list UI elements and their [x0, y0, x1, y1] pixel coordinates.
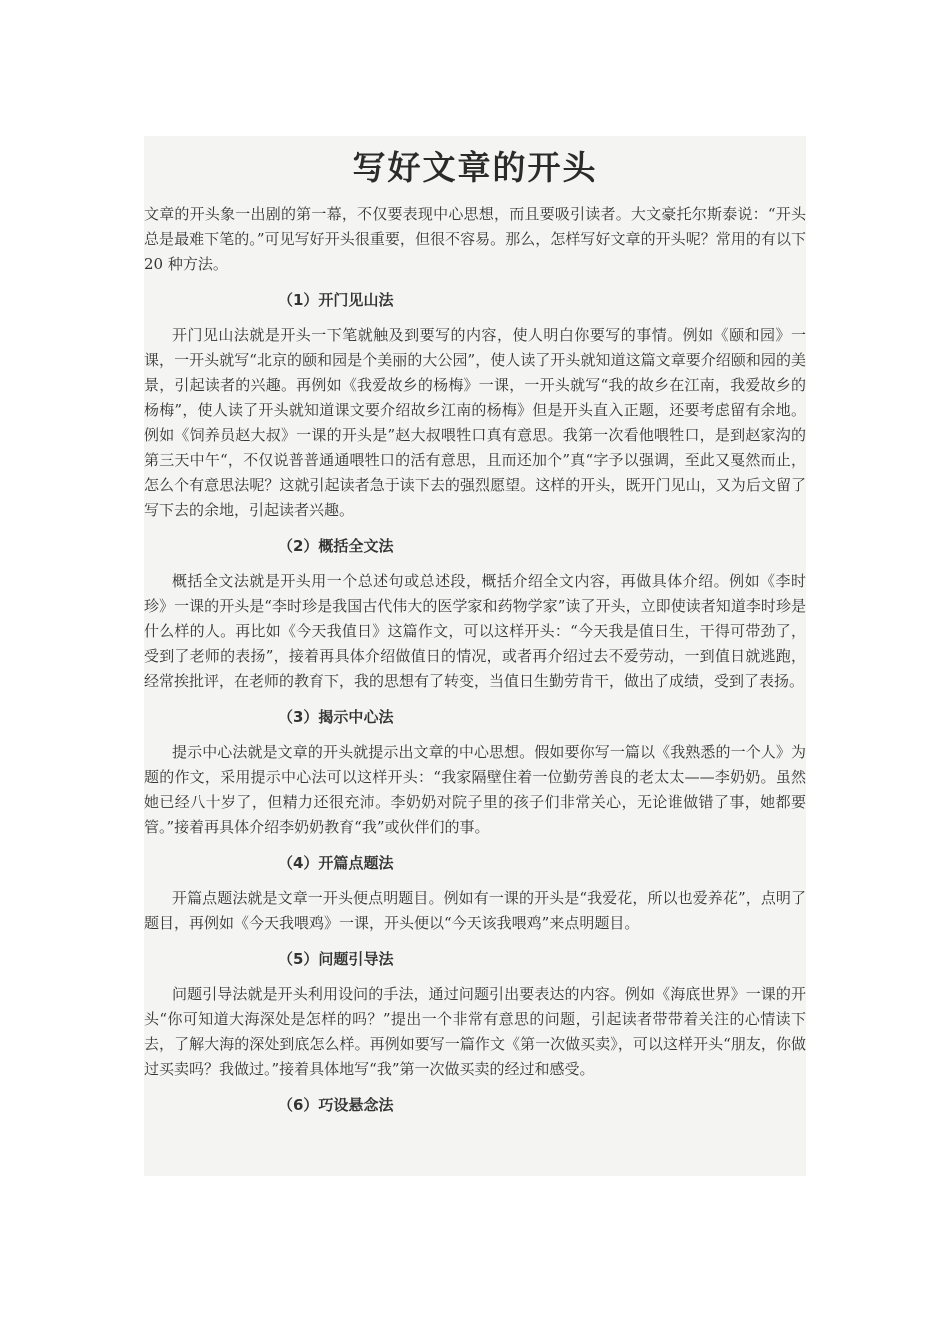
section-heading-5: （5）问题引导法 — [278, 950, 394, 968]
section-heading-6: （6）巧设悬念法 — [278, 1096, 394, 1114]
section-body-2: 概括全文法就是开头用一个总述句或总述段，概括介绍全文内容，再做具体介绍。例如《李时珍》一课的开头是“李时珍是我国古代伟大的医学家和药物学家”读了开头，立即使读者知道李时珍是什么样的人。再比如《今天我值日》这篇作文，可以这样开头：“今天我是值日生，干得可带劲了，受到了老师的表扬”，接着再具体介绍做值日的情况，或者再介绍过去不爱劳动，一到值日就逃跑，经常挨批评，在老师的教育下，我的思想有了转变，当值日生勤劳肯干，做出了成绩，受到了表扬。 — [144, 572, 806, 690]
section-body-3: 提示中心法就是文章的开头就提示出文章的中心思想。假如要你写一篇以《我熟悉的一个人》为题的作文，采用提示中心法可以这样开头：“我家隔壁住着一位勤劳善良的老太太——李奶奶。虽然她已经八十岁了，但精力还很充沛。李奶奶对院子里的孩子们非常关心，无论谁做错了事，她都要管。”接着再具体介绍李奶奶教育“我”或伙伴们的事。 — [144, 743, 806, 836]
document-page — [144, 136, 806, 1176]
section-body-4: 开篇点题法就是文章一开头便点明题目。例如有一课的开头是“我爱花，所以也爱养花”，点明了题目，再例如《今天我喂鸡》一课，开头便以“今天该我喂鸡”来点明题目。 — [144, 889, 806, 932]
section-heading-3: （3）揭示中心法 — [278, 708, 394, 726]
section-heading-2: （2）概括全文法 — [278, 537, 394, 555]
document-title: 写好文章的开头 — [352, 148, 598, 187]
section-heading-1: （1）开门见山法 — [278, 291, 394, 309]
intro-paragraph: 文章的开头象一出剧的第一幕，不仅要表现中心思想，而且要吸引读者。大文豪托尔斯泰说：“开头总是最难下笔的。”可见写好开头很重要，但很不容易。那么，怎样写好文章的开头呢？常用的有以下 20 种方法。 — [144, 205, 806, 273]
section-body-1: 开门见山法就是开头一下笔就触及到要写的内容，使人明白你要写的事情。例如《颐和园》一课，一开头就写“北京的颐和园是个美丽的大公园”，使人读了开头就知道这篇文章要介绍颐和园的美景，引起读者的兴趣。再例如《我爱故乡的杨梅》一课，一开头就写“我的故乡在江南，我爱故乡的杨梅”，使人读了开头就知道课文要介绍故乡江南的杨梅》但是开头直入正题，还要考虑留有余地。例如《饲养员赵大叔》一课的开头是”赵大叔喂牲口真有意思。我第一次看他喂牲口，是到赵家沟的第三天中午“，不仅说普普通通喂牲口的活有意思，且而还加个”真“字予以强调，至此又戛然而止，怎么个有意思法呢？这就引起读者急于读下去的强烈愿望。这样的开头，既开门见山，又为后文留了写下去的余地，引起读者兴趣。 — [144, 326, 806, 519]
section-heading-4: （4）开篇点题法 — [278, 854, 394, 872]
section-body-5: 问题引导法就是开头利用设问的手法，通过问题引出要表达的内容。例如《海底世界》一课的开头“你可知道大海深处是怎样的吗？”提出一个非常有意思的问题，引起读者带带着关注的心情读下去，了解大海的深处到底怎么样。再例如要写一篇作文《第一次做买卖》，可以这样开头“朋友，你做过买卖吗？我做过。”接着具体地写“我”第一次做买卖的经过和感受。 — [144, 985, 806, 1078]
